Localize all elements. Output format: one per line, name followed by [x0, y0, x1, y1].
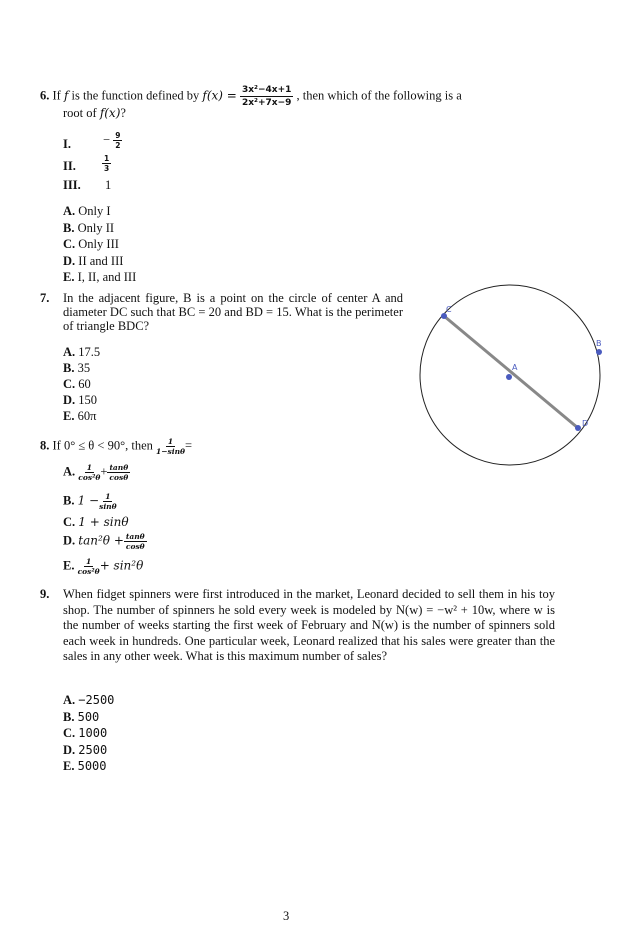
choice-letter: C. — [63, 726, 76, 740]
choice-letter: D. — [63, 253, 76, 268]
choice[interactable] — [63, 392, 100, 408]
denominator: cosθ — [125, 542, 145, 551]
circle-figure — [410, 280, 610, 470]
denominator: cosθ — [109, 473, 129, 482]
choice-letter: C. — [63, 515, 76, 529]
numerator: tanθ — [109, 463, 129, 472]
choice-letter: E. — [63, 409, 75, 423]
choice[interactable] — [63, 492, 117, 511]
choice-text: 17.5 — [78, 345, 101, 359]
choice-letter: B. — [63, 493, 75, 508]
choice[interactable] — [63, 532, 147, 551]
fraction — [78, 463, 100, 482]
operator: + — [100, 464, 108, 479]
choice[interactable] — [63, 709, 114, 726]
choice[interactable] — [63, 236, 136, 253]
math: 1 + sinθ — [78, 515, 129, 529]
sign: − — [103, 132, 111, 147]
choice[interactable] — [63, 253, 136, 270]
choice-text: II and III — [78, 253, 124, 268]
choice-text: 35 — [77, 361, 91, 375]
choice-text: 500 — [77, 709, 100, 724]
numerator: 1 — [86, 557, 92, 566]
roman-label: III. — [63, 178, 81, 192]
choice[interactable] — [63, 692, 114, 709]
choice-letter: E. — [63, 558, 75, 573]
choice-text: Only III — [78, 237, 119, 251]
choice-letter: A. — [63, 693, 76, 707]
choice[interactable] — [63, 220, 136, 237]
question-8-stem — [40, 437, 192, 456]
choice-text: 150 — [78, 393, 98, 407]
choice-text: 5000 — [77, 759, 107, 773]
fraction — [113, 131, 122, 150]
denominator: cos²θ — [77, 567, 100, 576]
point-d — [575, 425, 581, 431]
choice[interactable] — [63, 360, 100, 376]
choice[interactable] — [63, 463, 130, 482]
roman-label: I. — [63, 137, 71, 151]
choice[interactable] — [63, 203, 136, 220]
choice-text: 2500 — [78, 742, 108, 757]
text: = — [185, 438, 193, 453]
choice-letter: D. — [63, 393, 76, 407]
math: 1 − — [77, 493, 100, 508]
denominator: sinθ — [99, 502, 117, 511]
choice[interactable] — [63, 742, 114, 759]
numerator: 9 — [115, 131, 121, 140]
math: f — [63, 88, 69, 103]
text: If 0° ≤ θ < 90°, then — [52, 438, 153, 453]
choice-text: Only II — [77, 220, 115, 235]
question-number: 6. — [40, 88, 50, 103]
choice-letter: C. — [63, 237, 76, 251]
choice-text: 60π — [77, 409, 97, 423]
choice[interactable] — [63, 515, 129, 530]
fraction — [107, 463, 130, 482]
math: tan²θ + — [78, 533, 124, 548]
question-9-choices — [63, 692, 114, 775]
fraction — [156, 437, 185, 456]
choice[interactable] — [63, 344, 100, 360]
choice-letter: B. — [63, 220, 75, 235]
denominator: 1−sinθ — [156, 447, 186, 456]
roman-value: 1 — [105, 178, 112, 192]
text: If — [52, 88, 61, 103]
numerator: 1 — [105, 492, 111, 501]
fraction — [99, 492, 117, 511]
question-number: 8. — [40, 438, 50, 453]
choice-text: 60 — [78, 377, 91, 391]
question-number: 9. — [40, 587, 50, 601]
text: root of — [63, 106, 97, 120]
question-6-line2 — [63, 106, 126, 121]
choice-letter: B. — [63, 709, 75, 724]
numerator: 3x²−4x+1 — [241, 85, 292, 95]
roman-value — [102, 154, 111, 173]
choice-text: Only I — [78, 204, 111, 218]
choice-letter: A. — [63, 464, 76, 479]
point-b — [596, 349, 602, 355]
choice-letter: A. — [63, 204, 76, 218]
choice-text: −2500 — [78, 693, 115, 707]
choice-letter: A. — [63, 345, 76, 359]
point-a — [506, 374, 512, 380]
question-9-stem: When fidget spinners were first introduced in the market, Leonard decided to sell them in his toy shop. The number of spinners he sold every week is modeled by N(w) = −w² + 10w, where w is the number of weeks starting the first week of February and N(w) is the number of spinners sold each week in hundreds. One particular week, Leonard realized that his sales were greater than the sales in any other week. What is this maximum number of sales? — [63, 587, 555, 663]
choice[interactable] — [63, 758, 114, 775]
question-6-choices — [63, 203, 136, 286]
choice[interactable] — [63, 376, 100, 392]
choice-letter: D. — [63, 533, 76, 548]
choice[interactable] — [63, 557, 143, 576]
numerator: 1 — [104, 154, 110, 163]
denominator: 2x²+7x−9 — [241, 98, 292, 108]
numerator: 1 — [86, 463, 92, 472]
roman-value — [103, 131, 122, 150]
text: is the function defined by — [71, 88, 200, 103]
numerator: 1 — [167, 437, 174, 446]
label-a: A — [512, 363, 518, 372]
fraction — [124, 532, 147, 551]
choice[interactable] — [63, 408, 100, 424]
math: f(x) — [99, 106, 121, 120]
choice[interactable] — [63, 269, 136, 286]
text: , then which of the following is a — [296, 88, 462, 103]
choice[interactable] — [63, 725, 114, 742]
choice-letter: E. — [63, 270, 75, 284]
math: f(x) = — [202, 88, 237, 103]
question-7-stem: In the adjacent figure, B is a point on the circle of center A and diameter DC such that BC = 20 and BD = 15. What is the perimeter of triangle BDC? — [63, 291, 403, 333]
choice-letter: B. — [63, 361, 75, 375]
denominator: 2 — [115, 141, 121, 150]
choice-letter: E. — [63, 759, 75, 773]
fraction — [78, 557, 100, 576]
choice-letter: D. — [63, 742, 76, 757]
question-7-choices — [63, 344, 100, 424]
choice-text: I, II, and III — [77, 270, 137, 284]
label-c: C — [446, 305, 452, 314]
fraction — [102, 154, 111, 173]
denominator: cos²θ — [78, 473, 101, 482]
roman-label: II. — [63, 159, 76, 173]
fraction — [240, 84, 293, 109]
denominator: 3 — [104, 164, 110, 173]
text: ? — [120, 106, 126, 120]
choice-letter: C. — [63, 377, 76, 391]
question-number: 7. — [40, 291, 50, 305]
label-d: D — [582, 419, 589, 428]
math: + sin²θ — [99, 558, 144, 573]
choice-text: 1000 — [78, 726, 108, 740]
diameter-dc — [444, 316, 578, 428]
numerator: tanθ — [125, 532, 145, 541]
label-b: B — [596, 339, 602, 348]
page-number: 3 — [283, 909, 290, 923]
